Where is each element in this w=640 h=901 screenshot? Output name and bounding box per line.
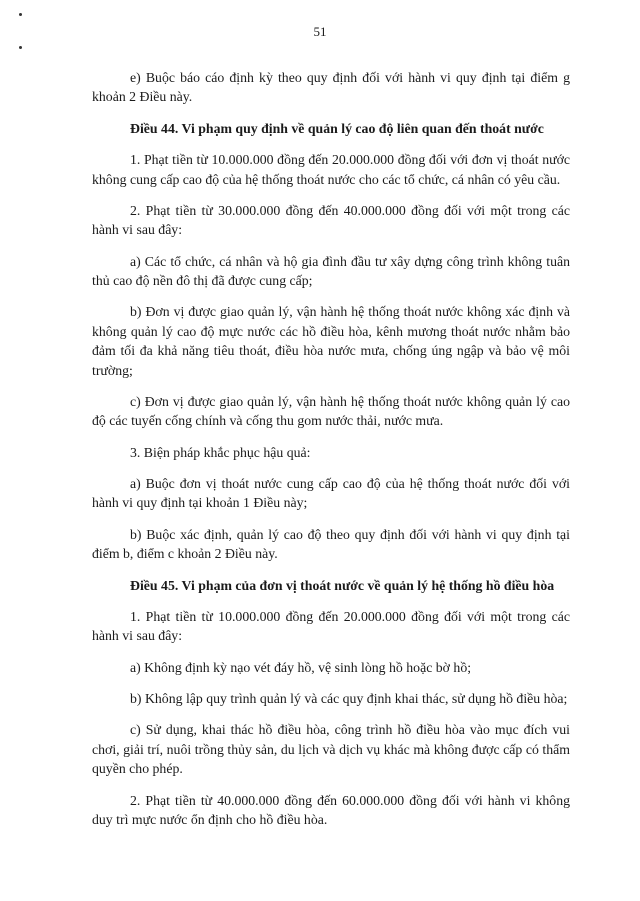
art45-clause-1: 1. Phạt tiền từ 10.000.000 đồng đến 20.000.000 đồng đối với một trong các hành vi sau đây: — [92, 608, 570, 644]
art44-clause-2a: a) Các tổ chức, cá nhân và hộ gia đình đầu tư xây dựng công trình không tuân thủ cao độ nền đô thị đã được cung cấp; — [92, 253, 570, 288]
scan-mark — [19, 46, 22, 49]
art44-clause-3b: b) Buộc xác định, quản lý cao độ theo quy định đối với hành vi quy định tại điểm b, điểm c khoản 2 Điều này. — [92, 526, 570, 562]
art44-clause-2b: b) Đơn vị được giao quản lý, vận hành hệ thống thoát nước không xác định và không quản lý cao độ mực nước các hồ điều hòa, kênh mương thoát nước nhằm bảo đảm tối đa khả năng tiêu thoát, điều hòa nước mưa, chống úng ngập và bảo vệ môi trường; — [92, 304, 570, 378]
art44-clause-2c: c) Đơn vị được giao quản lý, vận hành hệ thống thoát nước không quản lý cao độ các tuyến cống chính và cống thu gom nước thải, nước mưa. — [92, 393, 570, 429]
art45-clause-1a: a) Không định kỳ nạo vét đáy hồ, vệ sinh lòng hồ hoặc bờ hồ; — [130, 659, 472, 675]
art45-clause-1c: c) Sử dụng, khai thác hồ điều hòa, công trình hồ điều hòa vào mục đích vui chơi, giải trí, nuôi trồng thủy sản, du lịch và dịch vụ khác mà không được cấp có thẩm quyền cho phép. — [92, 722, 570, 777]
scan-mark — [19, 13, 22, 16]
art44-clause-3a: a) Buộc đơn vị thoát nước cung cấp cao độ của hệ thống thoát nước đối với hành vi quy định tại khoản 1 Điều này; — [92, 476, 570, 511]
art44-clause-2: 2. Phạt tiền từ 30.000.000 đồng đến 40.000.000 đồng đối với một trong các hành vi sau đây: — [92, 202, 570, 238]
art45-clause-2: 2. Phạt tiền từ 40.000.000 đồng đến 60.000.000 đồng đối với hành vi không duy trì mực nước ổn định cho hồ điều hòa. — [92, 792, 570, 827]
item-e-art43: e) Buộc báo cáo định kỳ theo quy định đối với hành vi quy định tại điểm g khoản 2 Điều này. — [92, 70, 570, 105]
document-body — [92, 68, 570, 841]
page-number: 51 — [313, 24, 327, 39]
article-44-heading: Điều 44. Vi phạm quy định về quản lý cao độ liên quan đến thoát nước — [130, 120, 544, 136]
art44-clause-1: 1. Phạt tiền từ 10.000.000 đồng đến 20.000.000 đồng đối với đơn vị thoát nước không cung cấp cao độ của hệ thống thoát nước cho các tổ chức, cá nhân có yêu cầu. — [92, 152, 570, 187]
art45-clause-1b: b) Không lập quy trình quản lý và các quy định khai thác, sử dụng hồ điều hòa; — [130, 691, 568, 706]
art44-clause-3: 3. Biện pháp khắc phục hậu quả: — [130, 444, 311, 460]
article-45-heading: Điều 45. Vi phạm của đơn vị thoát nước về quản lý hệ thống hồ điều hòa — [130, 577, 555, 593]
